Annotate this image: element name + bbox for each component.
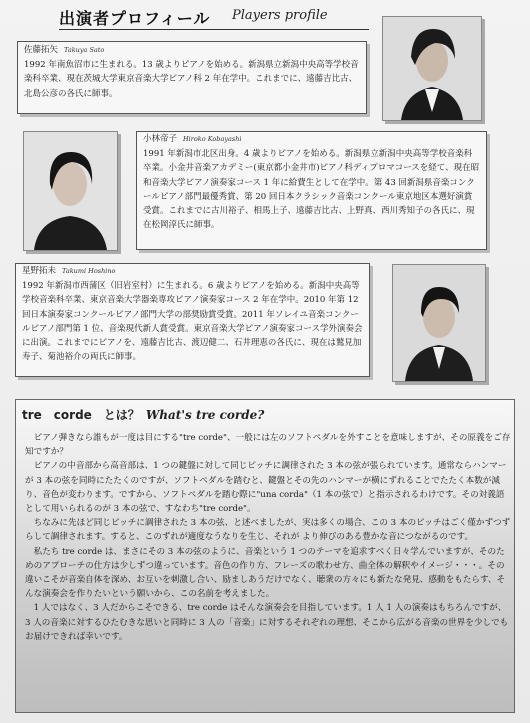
name-ja: 佐藤拓矢 bbox=[24, 45, 59, 55]
name-ja: 星野拓未 bbox=[22, 266, 57, 276]
profile-box-3 bbox=[15, 263, 370, 377]
title-underline bbox=[59, 29, 369, 30]
profile-name bbox=[24, 45, 360, 56]
profile-photo-3 bbox=[392, 264, 486, 382]
profile-bio: 1992 年南魚沼市に生まれる。13 歳よりピアノを始める。新潟県立新潟中央高等学校音楽科卒業、現在茨城大学東京音楽大学ピアノ科 2 年在学中。これまでに、遠藤吉比古、北島公彦の各氏に師事。 bbox=[24, 60, 359, 99]
paragraph: 私たち tre corde は、まさにその 3 本の弦のように、音楽という 1 つのテーマを追求すべく日々学んでいますが、そのためのアプローチの仕方は少しずつ違っています。音色の作り方、フレーズの歌わせ方、曲全体の解釈やイメージ・・・。その違いこそが音楽自体を深め、お互いを刺激し合い、励ましあうだけでなく、聴衆の方々にも新たな発見、感動をもたらす、そんな演奏会を作りたいという願いから、この名前を考えました。 bbox=[25, 546, 506, 600]
profile-bio: 1991 年新潟市北区出身。4 歳よりピアノを始める。新潟県立新潟中央高等学校音楽科卒業。小金井音楽アカデミー(東京都小金井市)ピアノ科ディプロマコースを経て、現在昭和音楽大学ピアノ演奏家コース 1 年に給費生として在学中。第 43 回新潟県音楽コンクールピアノ部門最優秀賞、第 20 回日本クラシック音楽コンクール東京地区本選好演賞受賞。これまでに古川裕子、相馬上子、遠藤吉比古、上野真、西川秀知子の各氏に、現在松岡淳氏に師事。 bbox=[143, 149, 480, 231]
paragraph: ちなみに先ほど同じピッチに調律された 3 本の弦、と述べましたが、実は多くの場合、この 3 本のピッチはごく僅かずつずらして調律されます。すると、このずれが適度なうなりを生じ、それが より伸びのある豊かな音につながるのです。 bbox=[25, 518, 511, 543]
name-en: Takumi Hoshino bbox=[62, 267, 116, 275]
name-ja: 小林帝子 bbox=[143, 134, 178, 144]
heading-en: What's tre corde? bbox=[145, 408, 265, 422]
paragraph: 1 人ではなく、3 人だからこそできる、tre corde はそんな演奏会を目指しています。1 人 1 人の演奏はもちろんですが、3 人の音楽に対するひたむきな思いと同時に 3 人の「音楽」に対するそれぞれの理想、そこから広がる音楽の世界を少しでもお届けできれば幸いです。 bbox=[25, 603, 509, 642]
paragraph: ピアノの中音部から高音部は、1 つの鍵盤に対して同じピッチに調律された 3 本の弦が張られています。通常ならハンマーが 3 本の弦を同時にたたくのですが、ソフトペダルを踏むと、鍵盤とその先のハンマーが横にずれることでたたく本数が減り、音色が変わります。ですから、ソフトペダルを踏む際に"una corda"（1 本の弦で）と指示されるわけです。その対義語として用いられるのが 3 本の弦で、すなわち"tre corde"。 bbox=[25, 461, 507, 515]
page-subtitle: Players profile bbox=[232, 8, 328, 23]
tre-corde-section bbox=[15, 399, 515, 713]
profile-photo-2 bbox=[23, 131, 118, 251]
profile-box-2 bbox=[136, 131, 487, 250]
profile-photo-1 bbox=[382, 16, 482, 121]
section-body bbox=[25, 431, 511, 644]
profile-name bbox=[143, 134, 480, 145]
heading-ja: tre corde とは？ bbox=[22, 408, 140, 422]
paragraph: ピアノ弾きなら誰もが一度は目にする"tre corde"、一般には左のソフトペダルを外すことを意味しますが、その原義をご存知ですか？ bbox=[25, 433, 511, 458]
profile-box-1 bbox=[17, 41, 367, 114]
name-en: Takuya Sato bbox=[64, 46, 105, 54]
name-en: Hiroko Kobayashi bbox=[183, 135, 242, 143]
profile-name bbox=[22, 266, 363, 277]
page-title: 出演者プロフィール bbox=[59, 9, 211, 28]
section-heading bbox=[22, 406, 264, 423]
profile-bio: 1992 年新潟市西蒲区（旧岩室村）に生まれる。6 歳よりピアノを始める。新潟中央高等学校音楽科卒業、東京音楽大学器楽専攻ピアノ演奏家コース 2 年在学中。2010 年第 12 回日本演奏家コンクールピアノ部門大学の部奨励賞受賞。2011 年ソレイユ音楽コンクールピアノ部門第 1 位、音楽現代新人賞受賞。東京音楽大学ピアノ演奏家コース学外演奏会に出演。これまでにピアノを、遠藤吉比古、渡辺健二、石井理恵の各氏に、現在は鷲見加寿子、菊池裕介の両氏に師事。 bbox=[22, 281, 363, 363]
